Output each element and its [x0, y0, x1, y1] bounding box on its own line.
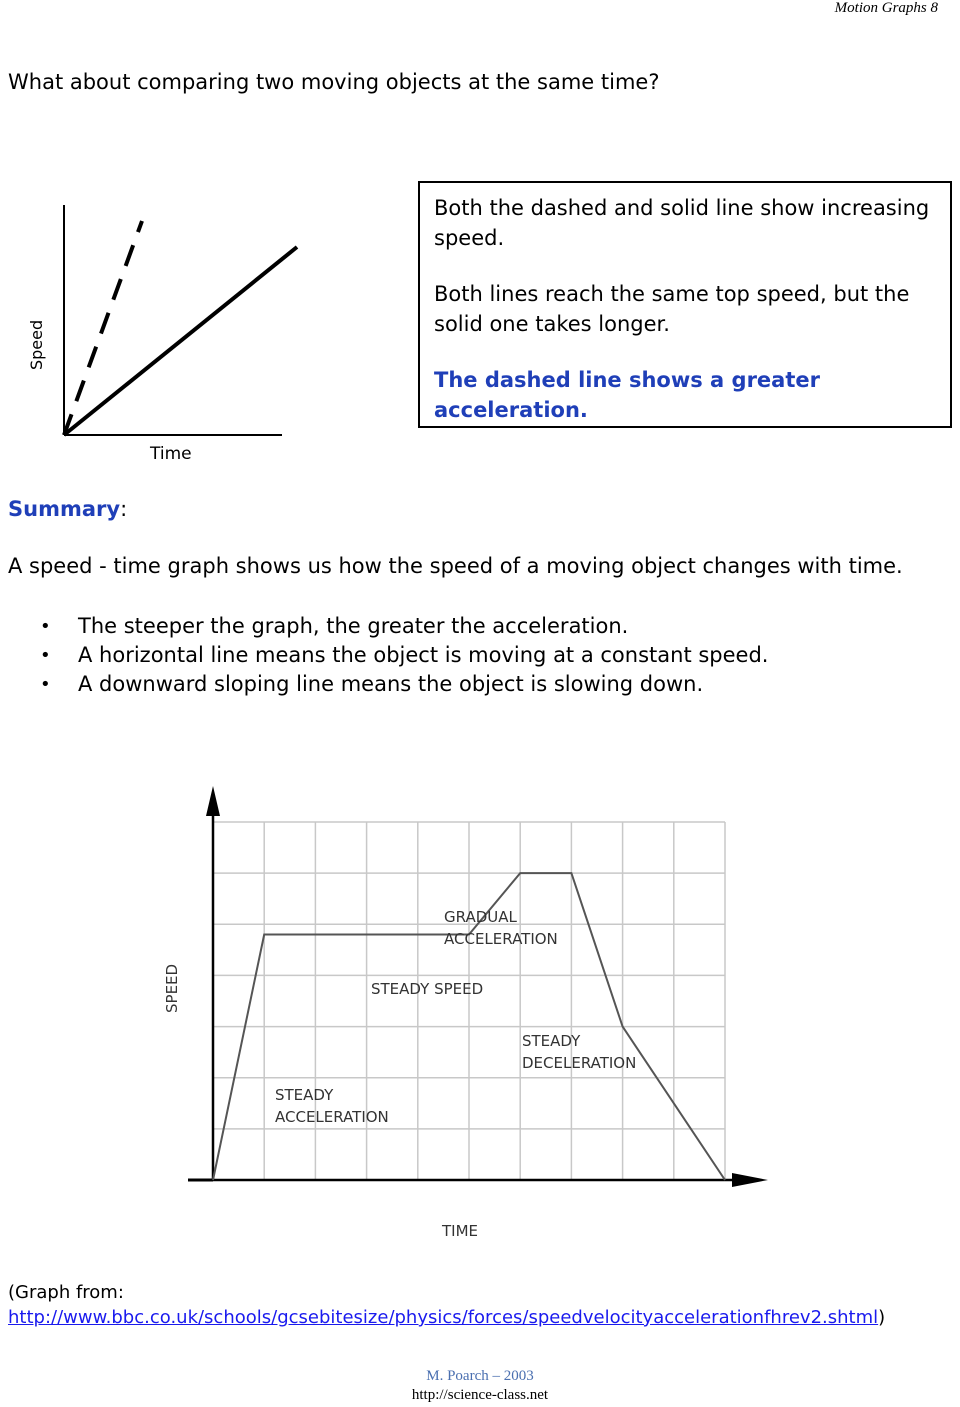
- credit-prefix: (Graph from:: [8, 1282, 124, 1303]
- list-item: • The steeper the graph, the greater the acceleration.: [40, 612, 768, 641]
- explanation-line-1: Both the dashed and solid line show increasing speed.: [434, 196, 930, 250]
- footer-author: M. Poarch – 2003: [426, 1368, 534, 1384]
- page-footer: [0, 1367, 960, 1405]
- credit-link[interactable]: http://www.bbc.co.uk/schools/gcsebitesize/physics/forces/speedvelocityaccelerationfhrev2.shtml: [8, 1307, 879, 1328]
- annotation-accel-2: ACCELERATION: [275, 1108, 389, 1126]
- summary-colon: :: [120, 497, 128, 521]
- chart-ylabel: SPEED: [163, 963, 181, 1013]
- list-item: • A horizontal line means the object is moving at a constant speed.: [40, 641, 768, 670]
- page-header: Motion Graphs 8: [834, 0, 938, 16]
- y-axis-arrow: [206, 786, 220, 816]
- speed-time-chart: [150, 780, 790, 1255]
- summary-heading: [8, 497, 127, 521]
- chart-grid: [213, 822, 725, 1180]
- explanation-line-3: The dashed line shows a greater acceleration.: [434, 368, 820, 422]
- annotation-accel-1: STEADY: [275, 1086, 334, 1104]
- annotation-steady-speed: STEADY SPEED: [371, 980, 484, 998]
- x-axis-arrow: [732, 1173, 768, 1187]
- question-text: What about comparing two moving objects at the same time?: [8, 70, 660, 94]
- list-item: • A downward sloping line means the object is slowing down.: [40, 670, 768, 699]
- speed-axis-label: Speed: [27, 319, 46, 370]
- explanation-box: [418, 181, 952, 428]
- summary-intro: A speed - time graph shows us how the speed of a moving object changes with time.: [8, 554, 903, 578]
- summary-label: Summary: [8, 497, 121, 521]
- solid-line: [64, 247, 297, 435]
- time-axis-label: Time: [150, 444, 192, 464]
- credit-suffix: ): [878, 1307, 886, 1328]
- explanation-line-2: Both lines reach the same top speed, but the solid one takes longer.: [434, 282, 910, 336]
- summary-list: [40, 612, 768, 699]
- annotation-gradual-1: GRADUAL: [444, 908, 517, 926]
- annotation-gradual-2: ACCELERATION: [444, 930, 558, 948]
- graph-credit: [8, 1280, 885, 1330]
- comparison-graph: [20, 195, 300, 470]
- annotation-decel-2: DECELERATION: [522, 1054, 637, 1072]
- footer-site: http://science-class.net: [411, 1387, 549, 1403]
- annotation-decel-1: STEADY: [522, 1032, 581, 1050]
- chart-xlabel: TIME: [442, 1222, 479, 1240]
